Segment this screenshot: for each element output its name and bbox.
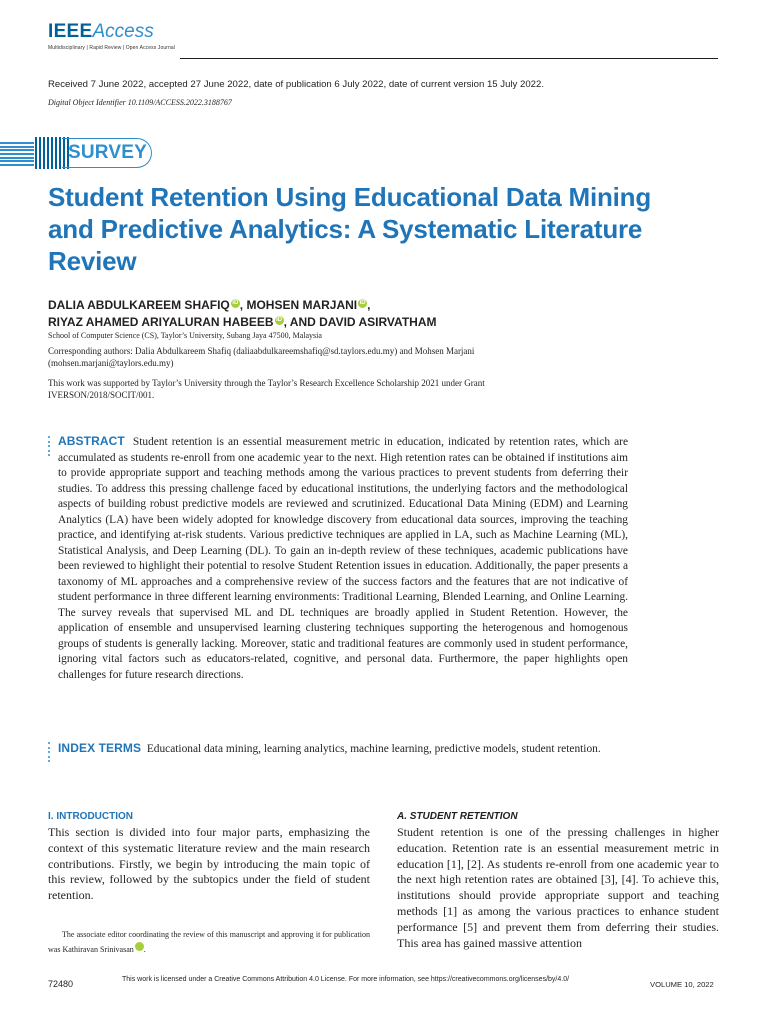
index-terms-text: Educational data mining, learning analytics, machine learning, predictive models, student retention. (146, 743, 601, 755)
license-link[interactable]: This work is licensed under a Creative Commons Attribution 4.0 License. For more information, see https://creativecommons.org/licenses/by/4.0/ (122, 976, 570, 983)
abstract-label: ABSTRACT (58, 434, 125, 448)
author-name: DALIA ABDULKAREEM SHAFIQ (48, 298, 230, 312)
logo-ieee: IEEE (48, 21, 93, 42)
editor-footnote: The associate editor coordinating the review of this manuscript and approving it for publication was Kathiravan Srinivasan iD. (48, 930, 370, 954)
index-terms-label: INDEX TERMS (58, 741, 142, 755)
received-dates: Received 7 June 2022, accepted 27 June 2022, date of publication 6 July 2022, date of current version 15 July 2022. (48, 79, 545, 90)
journal-logo (48, 22, 175, 51)
section-heading-student-retention: A. STUDENT RETENTION (397, 811, 518, 822)
right-column (397, 810, 719, 951)
orcid-icon[interactable]: iD (232, 300, 239, 306)
logo-tagline: Multidisciplinary | Rapid Review | Open Access Journal (48, 45, 175, 51)
section-heading-introduction: I. INTRODUCTION (48, 811, 133, 822)
author-list: DALIA ABDULKAREEM SHAFIQ iD , MOHSEN MARJANI iD , RIYAZ AHAMED ARIYALURAN HABEEB iD , AND DAVID ASIRVATHAM (48, 298, 437, 329)
affiliation: School of Computer Science (CS), Taylor’s University, Subang Jaya 47500, Malaysia (48, 331, 322, 340)
abstract-marker-icon (48, 436, 50, 459)
volume-info: VOLUME 10, 2022 (650, 980, 714, 989)
orcid-icon[interactable]: iD (359, 300, 366, 306)
author-name: MOHSEN MARJANI (246, 298, 358, 312)
page-number: 72480 (48, 979, 74, 989)
introduction-text: This section is divided into four major parts, emphasizing the context of this systematic literature review and the main research contributions. Firstly, we begin by introducing the main topic of this review, followed by the subtopics under the field of student retention. (48, 825, 370, 903)
header-rule (180, 58, 718, 59)
orcid-icon[interactable]: iD (276, 316, 283, 323)
badge-lines-icon (0, 142, 34, 166)
abstract (58, 434, 628, 683)
logo-access: Access (92, 21, 154, 42)
student-retention-text: Student retention is one of the pressing challenges in higher education. Retention rate is an essential measurement metric in education [1], [2]. As students re-enroll from one academic year to the next high retention rates are obtained [3], [4]. To achieve this, institutions should provide appropriate support and teaching methods [1] as among the various practices to enhance student performance [5] and prevent them from deferring their studies. This area has gained massive attention (397, 825, 719, 950)
author-name: DAVID ASIRVATHAM (319, 314, 437, 329)
paper-title: Student Retention Using Educational Data Mining and Predictive Analytics: A Systematic Literature Review (48, 182, 652, 276)
index-terms-marker-icon (48, 742, 50, 765)
index-terms (58, 741, 628, 758)
left-column (48, 810, 370, 904)
author-name: RIYAZ AHAMED ARIYALURAN HABEEB (48, 314, 274, 329)
doi-line: Digital Object Identifier 10.1109/ACCESS.2022.3188767 (48, 98, 232, 107)
funding-note: This work was supported by Taylor’s University through the Taylor’s Research Excellence Scholarship 2021 under Grant IVERSON/2018/SOCIT/001. (48, 378, 485, 400)
corresponding-authors: Corresponding authors: Dalia Abdulkareem Shafiq (daliaabdulkareemshafiq@sd.taylors.edu.my) and Mohsen Marjani (mohsen.marjani@taylors.edu.my) (48, 346, 475, 368)
survey-badge: SURVEY (68, 142, 147, 163)
abstract-text: Student retention is an essential measurement metric in education, indicated by retention rates, which are accumulated as students re-enroll from one academic year to the next. High retention rates can be obtained if institutions aim to provide appropriate support and teaching methods among the various practices to prevent students from deferring their studies. To address this pressing challenge faced by educational institutions, the underlying factors and the methodological aspects of building robust predictive models are reviewed and scrutinized. Educational Data Mining (EDM) and Learning Analytics (LA) have been widely adopted for knowledge discovery from educational data sources, improving the teaching practice, and identifying at-risk students. Various predictive techniques are applied in LA, such as Machine Learning (ML), Statistical Analysis, and Deep Learning (DL). To gain an in-depth review of these techniques, academic publications have been reviewed to highlight their potential to resolve Student Retention issues in education. Additionally, the paper presents a taxonomy of ML approaches and a comprehensive review of the success factors and the features that are not indicative of student performance in three different learning environments: Traditional Learning, Blended Learning, and Online Learning. The survey reveals that supervised ML and DL techniques are broadly applied in Student Retention. However, the application of ensemble and unsupervised learning clustering techniques supporting the heterogenous and homogenous groups of students is generally lacking. Moreover, static and traditional features are commonly used in student performance, ignoring vital factors such as educators-related, cognitive, and personal data. Furthermore, the paper highlights open challenges for future research directions. (58, 436, 628, 681)
orcid-icon[interactable]: iD (135, 942, 144, 951)
